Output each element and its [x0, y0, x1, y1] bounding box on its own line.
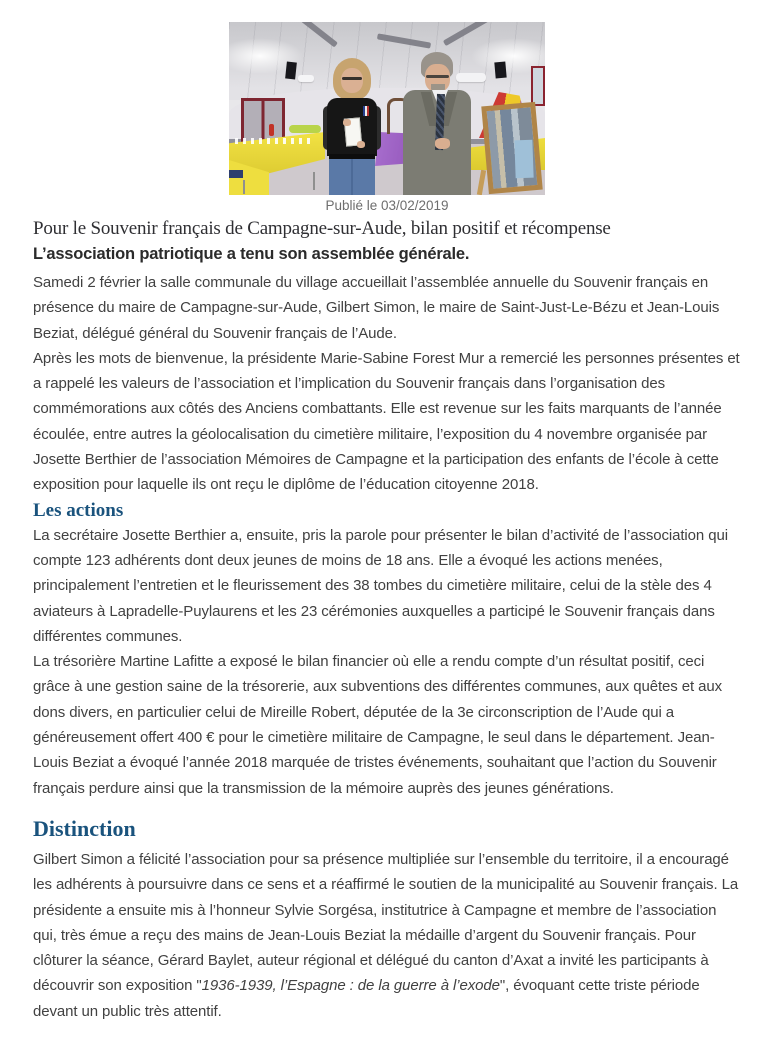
- photo-man-hands: [435, 138, 450, 149]
- photo-fire-extinguisher: [269, 124, 274, 136]
- photo-table-leg: [243, 180, 245, 194]
- photo-woman-jeans: [329, 159, 375, 195]
- paragraph-intro: Samedi 2 février la salle communale du village accueillait l’assemblée annuelle du Souvenir français en présence du maire de Campagne-sur-Aude, Gilbert Simon, le maire de Saint-Just-Le-Bézu et Jean-Louis Beziat, délégué général du Souvenir français de l’Aude.: [33, 274, 720, 342]
- paragraph-distinction: [33, 847, 741, 1024]
- photo-blue-folder: [229, 170, 243, 178]
- article-subtitle: L’association patriotique a tenu son assemblée générale.: [33, 245, 470, 263]
- photo-woman-face: [341, 68, 363, 93]
- paragraph-finances: La trésorière Martine Lafitte a exposé le bilan financier où elle a rendu compte d’un résultat positif, ceci grâce à une gestion saine de la trésorerie, aux subventions des différentes communes, aux quêtes et aux dons divers, en particulier celui de Mireille Robert, députée de la 3e circonscription de l’Aude qui a généreusement offert 400 € pour le cimetière militaire de Campagne, le seul dans le département. Jean-Louis Beziat a évoqué l’année 2018 marquée de tristes événements, souhaitant que l’action du Souvenir français perdure ainsi que la transmission de la mémoire auprès des jeunes générations.: [33, 653, 723, 797]
- article-body: [0, 218, 774, 1024]
- photo-table-leg: [313, 172, 315, 190]
- paragraph-welcome: Après les mots de bienvenue, la présidente Marie-Sabine Forest Mur a remercié les personnes présentes et a rappelé les valeurs de l’association et l’implication du Souvenir français dans l’organisation des commémorations aux côtés des Anciens combattants. Elle est revenue sur les faits marquants de l’année écoulée, entre autres la géolocalisation du cimetière militaire, l’exposition du 4 novembre organisée par Josette Berthier de l’association Mémoires de Campagne et la participation des enfants de l’école à cette exposition pour laquelle ils ont reçu le diplôme de l’éducation citoyenne 2018.: [33, 349, 740, 494]
- distinction-text-end: ", évoquant cette triste période devant un public très attentif.: [33, 977, 700, 1020]
- publish-date: Publié le 03/02/2019: [325, 198, 449, 213]
- photo-woman-hand: [357, 141, 365, 148]
- paragraph-actions: La secrétaire Josette Berthier a, ensuite, pris la parole pour présenter le bilan d’activité de l’association qui compte 123 adhérents dont deux jeunes de moins de 18 ans. Elle a évoqué les actions menées, principalement l’entretien et le fleurissement des 38 tombes du cimetière militaire, celui de la stèle des 4 aviateurs à Lapradelle-Puylaurens et les 23 cérémonies auxquelles a participé le Souvenir français dans différentes communes.: [33, 526, 728, 645]
- article-figure: [0, 22, 774, 213]
- distinction-text: Gilbert Simon a félicité l’association pour sa présence multipliée sur l’ensemble du territoire, il a encouragé les adhérents à poursuivre dans ce sens et a réaffirmé le soutien de la municipalité au Souvenir français. La présidente a ensuite mis à l’honneur Sylvie Sorgésa, institutrice à Campagne et membre de l’association qui, très émue a reçu des mains de Jean-Louis Beziat la médaille d’argent du Souvenir français. Pour clôturer la séance, Gérard Baylet, auteur régional et délégué du canton d’Axat a invité les participants à découvrir son exposition ": [33, 850, 739, 995]
- photo-ac-unit-right: [456, 73, 486, 82]
- photo-woman-medal: [363, 106, 369, 116]
- section-heading-actions: Les actions: [33, 499, 124, 521]
- article-photo: [229, 22, 545, 195]
- photo-framed-painting: [481, 102, 542, 194]
- photo-tablecloth-roll: [289, 125, 321, 133]
- photo-painting-detail: [514, 140, 533, 179]
- photo-speaker-right: [494, 62, 506, 79]
- section-heading-distinction: Distinction: [33, 815, 136, 841]
- article-title: Pour le Souvenir français de Campagne-sur-Aude, bilan positif et récompense: [33, 218, 611, 239]
- photo-ac-unit-left: [298, 75, 314, 82]
- photo-man-glasses: [426, 75, 449, 78]
- photo-woman-hand: [343, 119, 351, 126]
- photo-window: [531, 66, 545, 106]
- photo-speaker-left: [285, 62, 297, 80]
- photo-glass-row: [235, 138, 315, 144]
- article-page: [0, 22, 774, 1052]
- photo-woman-glasses: [342, 77, 362, 80]
- exposition-title: 1936-1939, l’Espagne : de la guerre à l’exode: [201, 977, 500, 995]
